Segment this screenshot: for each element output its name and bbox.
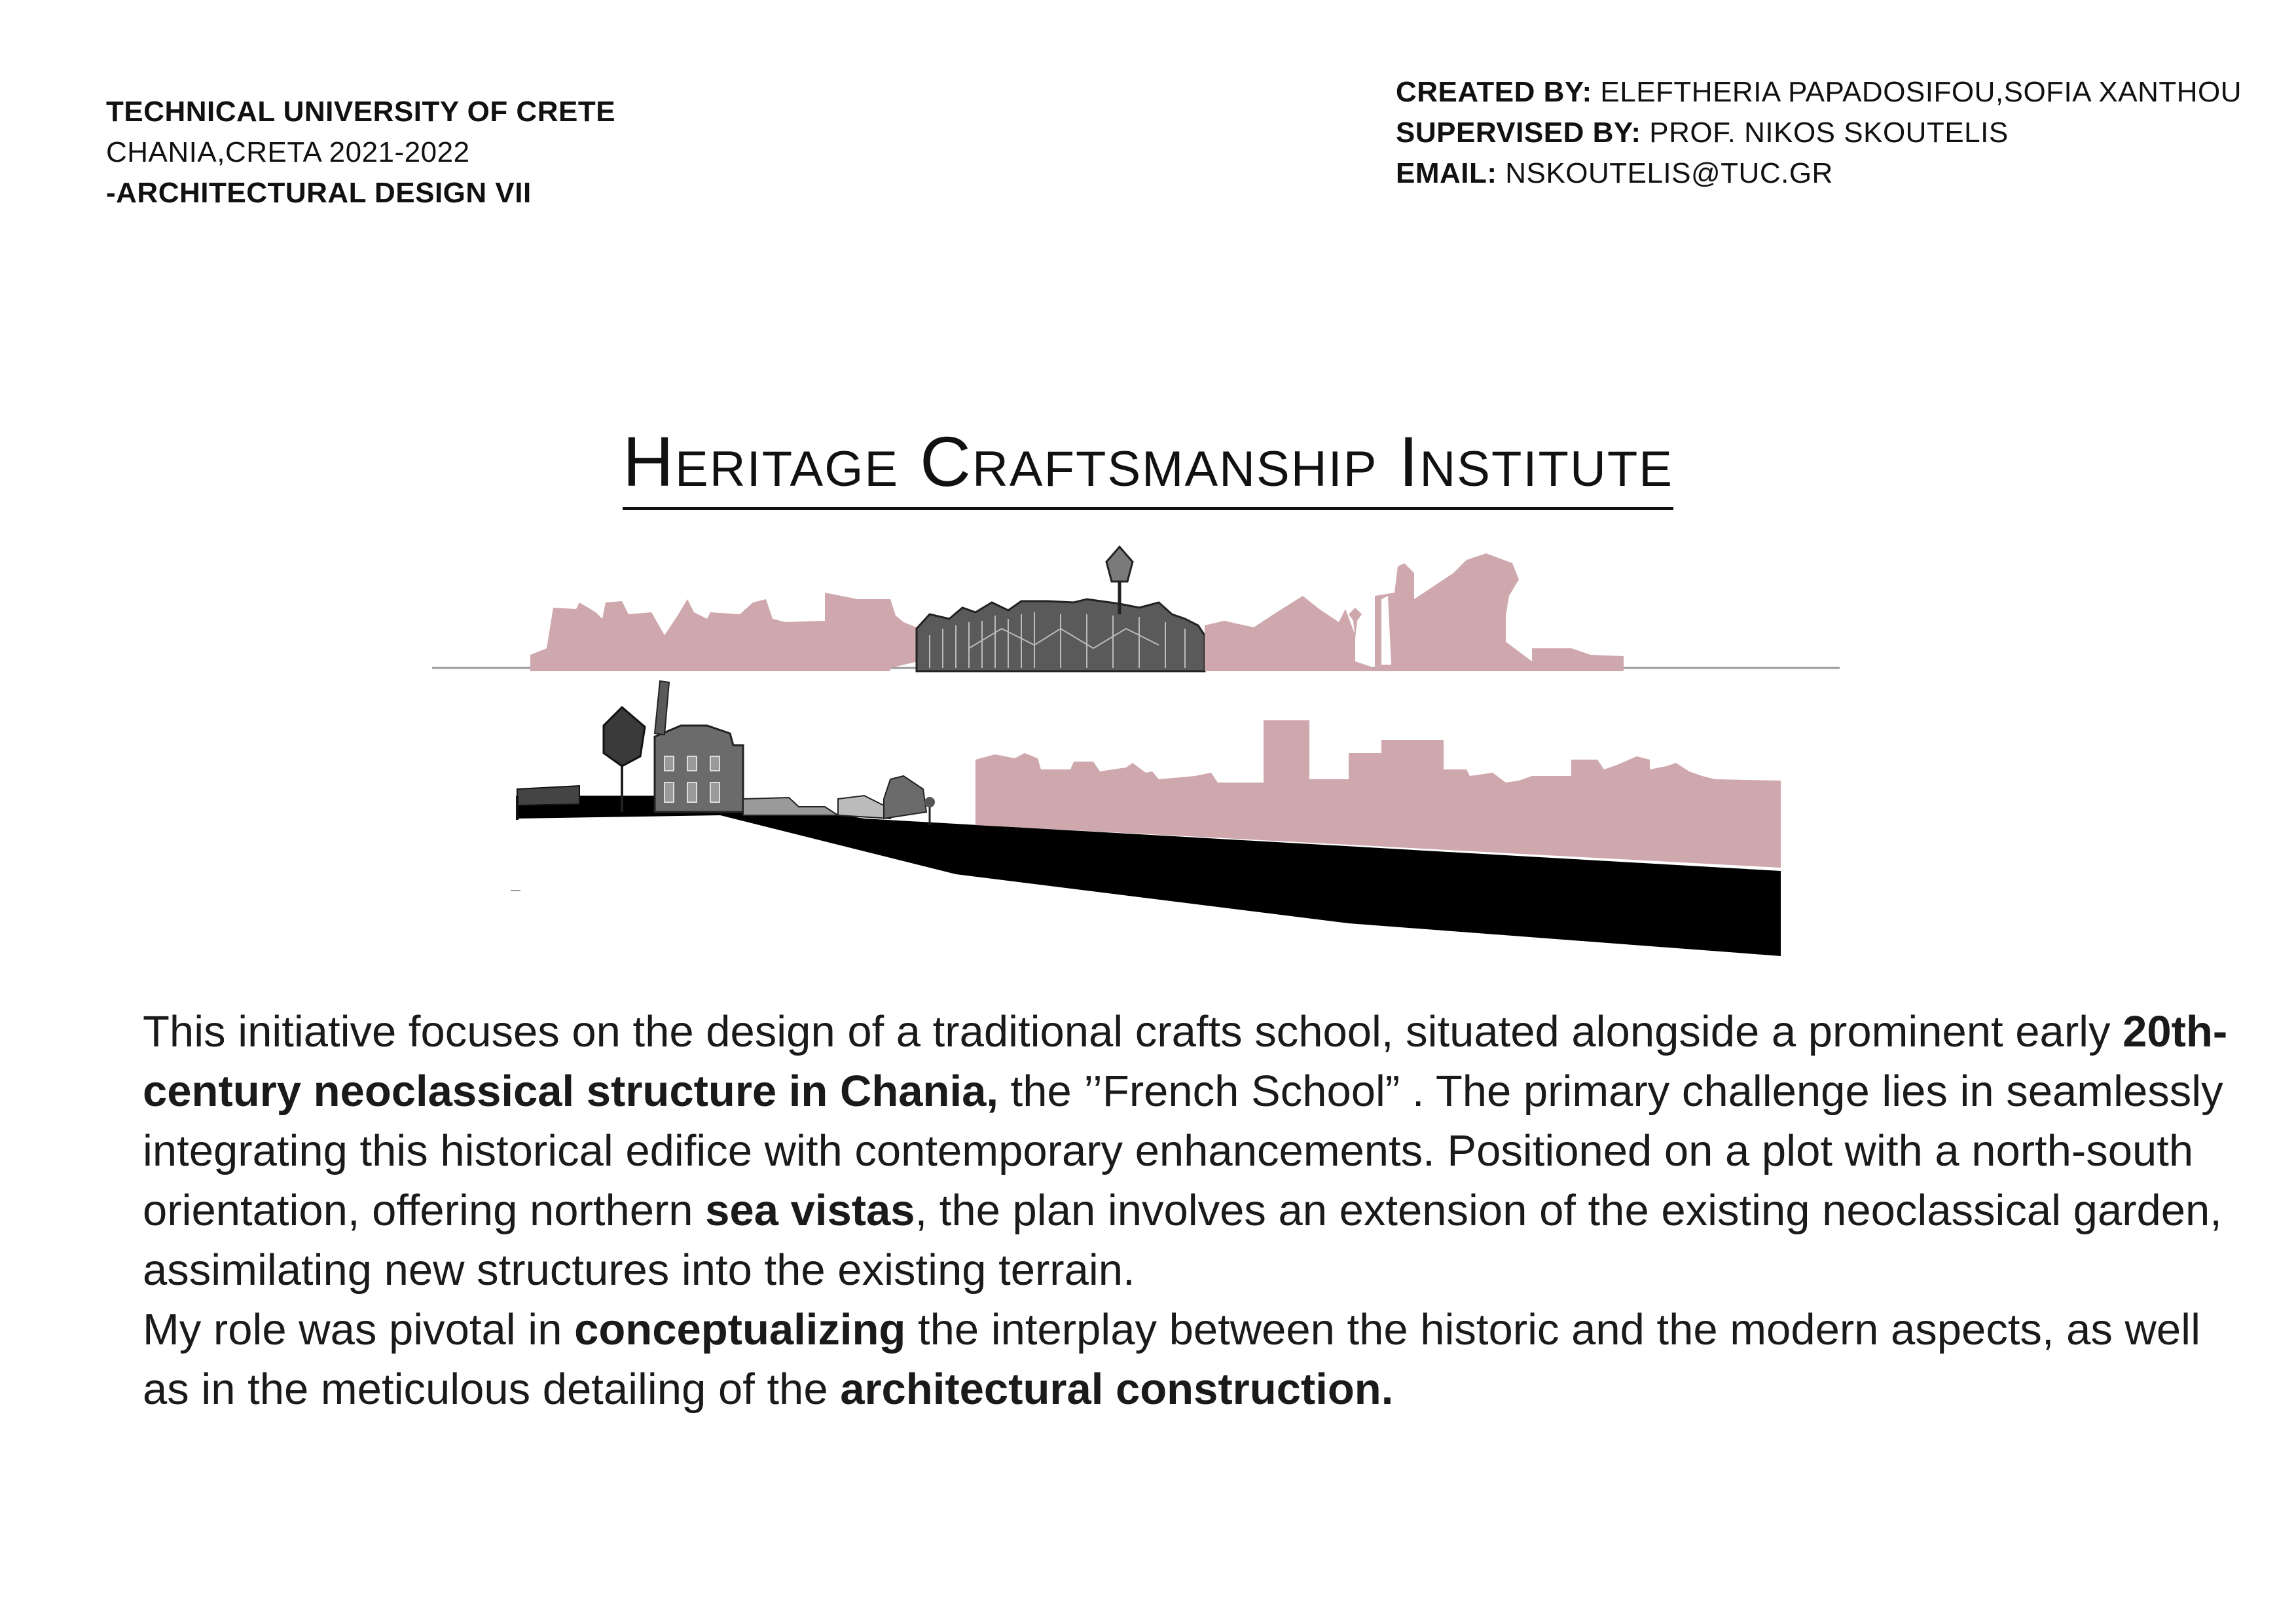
lower-section: [511, 681, 1781, 956]
para2-text-2: the interplay between the historic and the modern aspects, as well as in the meticulous detailing of the: [143, 1305, 2200, 1414]
supervised-by-value: PROF. NIKOS SKOUTELIS: [1641, 117, 2009, 149]
para1-bold-2: sea vistas: [705, 1186, 915, 1235]
para2-bold-2: architectural construction.: [840, 1365, 1394, 1414]
created-by-value: ELEFTHERIA PAPADOSIFOU,SOFIA XANTHOU: [1592, 76, 2242, 108]
email-value: NSKOUTELIS@TUC.GR: [1497, 157, 1833, 189]
para2-bold-1: conceptualizing: [574, 1305, 906, 1354]
created-by-line: [1396, 72, 2242, 113]
central-building: [917, 547, 1205, 671]
header-right: [1396, 72, 2242, 194]
supervised-by-line: [1396, 113, 2242, 153]
upper-left-skyline: [530, 593, 918, 671]
para2-text-1: My role was pivotal in: [143, 1305, 575, 1354]
email-line: [1396, 153, 2242, 194]
description: [143, 1002, 2251, 1419]
para1-text-2: the ’’French School” . The primary challenge lies in seamlessly integrating this historical edifice with contemporary enhancements. Positioned on a plot with a north-south orientation, offering northern: [143, 1067, 2223, 1235]
description-paragraph-1: [143, 1002, 2251, 1300]
email-label: EMAIL:: [1396, 157, 1497, 189]
created-by-label: CREATED BY:: [1396, 76, 1592, 108]
upper-section: [432, 547, 1840, 671]
para1-text-1: This initiative focuses on the design of a traditional crafts school, situated alongside a prominent early: [143, 1007, 2123, 1056]
page-title: [0, 419, 2296, 510]
upper-right-skyline: [1205, 553, 1545, 671]
location-year: CHANIA,CRETA 2021-2022: [106, 136, 470, 168]
page-title-text: Heritage Craftsmanship Institute: [623, 419, 1673, 510]
french-school-building: [517, 681, 935, 825]
para1-bold-1: 20th-century neoclassical structure in Chania,: [143, 1007, 2228, 1116]
para1-text-3: , the plan involves an extension of the existing neoclassical garden, assimilating new structures into the existing terrain.: [143, 1186, 2222, 1295]
university-name: TECHNICAL UNIVERSITY OF CRETE: [106, 96, 616, 128]
description-paragraph-2: [143, 1300, 2251, 1419]
header-left: [106, 92, 615, 213]
section-drawings: [432, 537, 1846, 969]
supervised-by-label: SUPERVISED BY:: [1396, 117, 1641, 149]
course-name: -ARCHITECTURAL DESIGN VII: [106, 177, 532, 209]
